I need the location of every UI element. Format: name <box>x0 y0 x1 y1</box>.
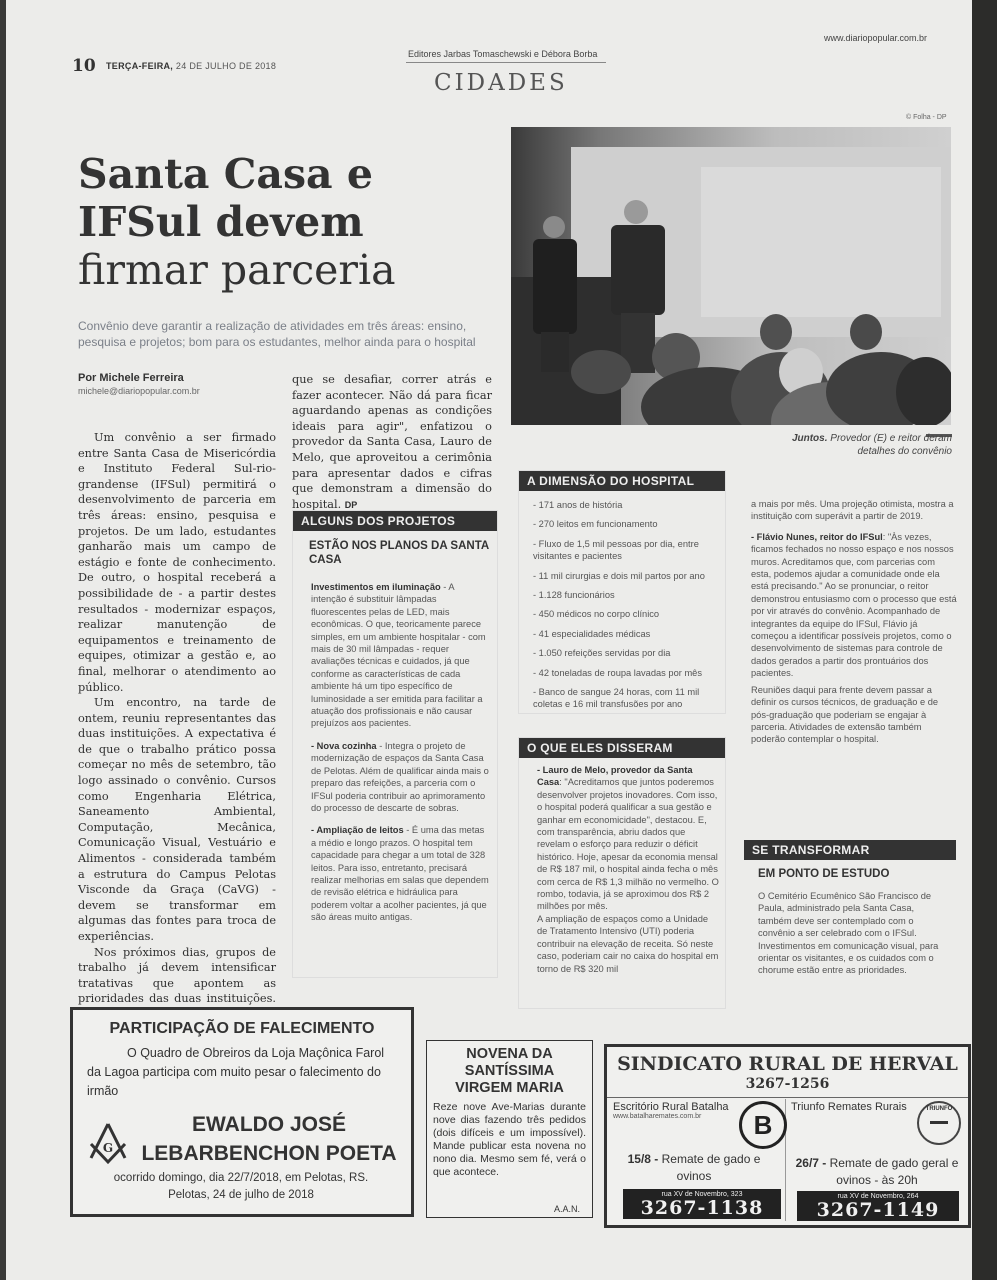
sindicato-title: SINDICATO RURAL DE HERVAL <box>617 1053 958 1075</box>
list-item: - Ampliação de leitos - É uma das metas a médio e longo prazos. O hospital tem capacidade para chegar a um total de 328 leitos. Para isso, entretanto, precisará realizar melhorias em salas que dependem de revisão elétrica e hidráulica para poderem voltar a acolher pacientes, já que são áreas muito antigas. <box>311 825 489 923</box>
projects-box <box>292 510 498 978</box>
cemetery-box-title: SE TRANSFORMAR <box>744 840 956 860</box>
batalha-address: rua XV de Novembro, 323 <box>661 1191 743 1198</box>
triunfo-address: rua XV de Novembro, 264 <box>837 1193 919 1200</box>
quotes-box-body <box>519 758 725 975</box>
batalha-section <box>611 1099 786 1221</box>
obituary-message: O Quadro de Obreiros da Loja Maçônica Farol da Lagoa participa com muito pesar o falecimento do irmão <box>87 1046 385 1098</box>
triunfo-phone-box <box>797 1191 959 1221</box>
batalha-phone: 3267-1138 <box>640 1197 764 1219</box>
byline: Por Michele Ferreira <box>78 372 184 384</box>
cemetery-box <box>744 840 956 977</box>
headline <box>78 150 498 294</box>
deceased-name: EWALDO JOSÉ LEBARBENCHON POETA <box>141 1113 397 1165</box>
list-item: - 450 médicos no corpo clínico <box>533 609 660 620</box>
photo-credit: © Folha - DP <box>906 114 947 121</box>
quote-continued: A ampliação de espaços como a Unidade de Tratamento Intensivo (UTI) poderia contribuir na elevação de receita. Só neste caso, poderiam cair no caixa do hospital em torno de R$ 320 mil <box>537 913 719 974</box>
list-item: - 11 mil cirurgias e dois mil partos por ano <box>533 570 705 581</box>
page-date <box>106 61 276 71</box>
list-item: - 171 anos de história <box>533 500 623 510</box>
projects-box-title: ALGUNS DOS PROJETOS <box>293 511 497 531</box>
novena-title: NOVENA DA SANTÍSSIMA VIRGEM MARIA <box>455 1046 564 1096</box>
paragraph: Nos próximos dias, grupos de trabalho já devem intensificar tratativas que apontem as prioridades das duas instituições. <box>78 945 276 1006</box>
caption-lead: Juntos. <box>791 433 828 444</box>
subheadline: Convênio deve garantir a realização de atividades em três áreas: ensino, pesquisa e projetos; bom para os estudantes, melhor ainda para o hospital <box>78 319 476 349</box>
list-item: - Banco de sangue 24 horas, com 11 mil coletas e 16 mil transfusões por ano <box>533 687 700 710</box>
batalha-office: Escritório Rural Batalha <box>613 1101 729 1113</box>
obituary-title: PARTICIPAÇÃO DE FALECIMENTO <box>109 1020 375 1037</box>
quotes-box <box>518 737 726 1009</box>
quotes-continued <box>751 498 957 750</box>
section-title: CIDADES <box>434 70 568 96</box>
batalha-logo-icon: B <box>739 1101 787 1149</box>
article-column-1 <box>78 430 276 1023</box>
author-email: michele@diariopopular.com.br <box>78 386 200 396</box>
article-column-2 <box>292 372 492 513</box>
quote: - Flávio Nunes, reitor do IFSul: "Às vezes, ficamos fechados no nosso espaço e nos nossos muros. Acreditamos que, com parcerias com esta, podemos ajudar a comunidade onde ela está precisando." Ao se pronunciar, o reitor demonstrou entusiasmo com o processo que está por vir através do convênio. Acompanhado de integrantes da equipe do IFSul, Flávio já começou a identificar possíveis projetos, como o desenvolvimento de sistemas para controle de dados gerados a partir dos prontuários dos pacientes. <box>751 531 957 679</box>
list-item: - 1.050 refeições servidas por dia <box>533 648 671 659</box>
editors-line: Editores Jarbas Tomaschewski e Débora Borba <box>408 49 598 59</box>
projects-box-subtitle: ESTÃO NOS PLANOS DA SANTA CASA <box>309 540 489 566</box>
paragraph: Um encontro, na tarde de ontem, reuniu representantes das duas instituições. A expectativa é de que o trabalho prático possa começar no mês de setembro, tão logo assinado o convênio. Cursos como Engenharia Elétrica, Saneamento Ambiental, Computação, Mecânica, Comunicação Visual, Vestuário e Alimentos - considerada também a estrutura do Campus Pelotas Visconde da Graça (CaVG) - devem se transformar em algumas das fontes para troca de experiências. <box>78 696 276 943</box>
quote: - Lauro de Melo, provedor da Santa Casa: "Acreditamos que juntos poderemos desenvolver projetos inovadores. Com isso, o hospital poderá qualificar a sua gestão e ganhar em economicidade", destacou. E, com transparência, abriu dados que revelam o esforço para reduzir o déficit histórico. Hoje, apesar da economia mensal de R$ 187 mil, o hospital ainda fecha o mês com cerca de R$ 1,3 milhão no vermelho. O rombo, todavia, já se aproximou dos R$ 2 milhões por mês. <box>537 765 719 912</box>
dimension-box <box>518 470 726 714</box>
list-item: - 42 toneladas de roupa lavadas por mês <box>533 667 703 678</box>
triunfo-office: Triunfo Remates Rurais <box>791 1101 907 1113</box>
list-item: - 1.128 funcionários <box>533 590 615 601</box>
paragraph: Um convênio a ser firmado entre Santa Casa de Misericórdia e Instituto Federal Sul-rio-grandense (IFSul) permitirá o desenvolvimento de parceria em três áreas: ensino, pesquisa e projetos. De um lado, estudantes ganharão mais um campo de estágio e fonte de conhecimento. De outro, o hospital receberá a possibilidade de - a partir destes resultados - modernizar espaços, realizar manutenção de equipamentos e treinamento de equipes, otimizar a gestão e, ao final, melhorar o atendimento ao público. <box>78 431 276 694</box>
obituary-details: ocorrido domingo, dia 22/7/2018, em Pelotas, RS. Pelotas, 24 de julho de 2018 <box>113 1172 369 1201</box>
triunfo-section <box>787 1099 964 1221</box>
cemetery-box-subtitle: EM PONTO DE ESTUDO <box>758 868 890 880</box>
weekday: TERÇA-FEIRA, <box>106 61 174 71</box>
website-url: www.diariopopular.com.br <box>824 33 928 43</box>
triunfo-logo-icon: TRIUNFO <box>917 1101 961 1145</box>
dimension-list <box>519 499 725 711</box>
signoff: DP <box>344 499 358 510</box>
newspaper-page <box>6 0 972 1280</box>
list-item: - Fluxo de 1,5 mil pessoas por dia, entre visitantes e pacientes <box>533 538 699 562</box>
quote-continued: Reuniões daqui para frente devem passar a definir os cursos técnicos, de graduação e de pós-graduação que poderiam se engajar à parceria. Atividades de extensão também poderão contemplar o hospital. <box>751 684 939 745</box>
dimension-box-title: A DIMENSÃO DO HOSPITAL <box>519 471 725 491</box>
batalha-event: 15/8 - Remate de gado e ovinos <box>627 1152 761 1183</box>
projects-box-body <box>293 581 497 924</box>
paragraph: que se desafiar, correr atrás e fazer acontecer. Não dá para ficar aguardando apenas as condições ideais para agir", enfatizou o provedor da Santa Casa, Lauro de Melo, que aproveitou a cerimônia para apresentar dados e cifras que demonstram a dimensão do hospital. <box>292 373 492 511</box>
photo-caption <box>766 432 952 458</box>
date: 24 DE JULHO DE 2018 <box>175 61 277 71</box>
list-item: - Nova cozinha - Integra o projeto de modernização de espaços da Santa Casa de Pelotas. Além de qualificar ainda mais o preparo das refeições, a parceria com o IFSul poderia contribuir ao aprimoramento do processo de descarte de sobras. <box>311 740 489 813</box>
sindicato-ad <box>604 1044 971 1228</box>
triunfo-event: 26/7 - Remate de gado geral e ovinos - às 20h <box>795 1156 959 1187</box>
sindicato-phone: 3267-1256 <box>745 1076 830 1092</box>
batalha-phone-box <box>623 1189 781 1219</box>
event-photo <box>511 127 951 425</box>
page-edge <box>972 0 997 1280</box>
page-number: 10 <box>72 56 96 76</box>
caption-text: Provedor (E) e reitor deram detalhes do convênio <box>830 433 952 457</box>
masonic-square-compass-icon <box>85 1120 131 1166</box>
list-item: Investimentos em iluminação - A intenção é substituir lâmpadas fluorescentes pelas de LED, mais econômicas. O que, teoricamente parece simples, em um ambiente hospitalar - com mais de 30 mil lâmpadas - requer avaliações técnicas e cuidados, já que conforme as características de cada ambiente há um tipo específico de luminosidade a ser emitida para facilitar a atuação dos profissionais e não causar prejuízos aos pacientes. <box>311 582 486 729</box>
header-rule <box>406 62 606 63</box>
divider <box>607 1097 968 1098</box>
triunfo-phone: 3267-1149 <box>816 1199 940 1221</box>
batalha-url: www.batalharemates.com.br <box>613 1113 702 1120</box>
novena-text: Reze nove Ave-Marias durante nove dias fazendo três pedidos (dois difíceis e um impossível). Mande publicar esta novena no nono dia. Mesmo sem fé, verá o que acontece. <box>433 1101 586 1178</box>
novena-signature: A.A.N. <box>553 1204 580 1214</box>
svg-text:G: G <box>102 1141 114 1155</box>
headline-line-1: Santa Casa e <box>78 150 373 198</box>
headline-line-3: firmar parceria <box>78 246 396 294</box>
list-item: - 270 leitos em funcionamento <box>533 519 658 530</box>
headline-line-2: IFSul devem <box>78 198 364 246</box>
quotes-box-title: O QUE ELES DISSERAM <box>519 738 725 758</box>
photo-illustration <box>511 127 951 425</box>
novena-ad <box>426 1040 593 1218</box>
quote-cont: a mais por mês. Uma projeção otimista, mostra a instituição com superávit a partir de 2019. <box>751 499 954 522</box>
obituary-ad <box>70 1007 414 1217</box>
cemetery-box-body: O Cemitério Ecumênico São Francisco de Paula, administrado pela Santa Casa, também deve ser contemplado com o convênio a ser celebrado com o IFSul. Investimentos em comunicação visual, para orientar os visitantes, e os cuidados com o chorume estão entre as prioridades. <box>758 891 939 976</box>
list-item: - 41 especialidades médicas <box>533 628 651 639</box>
